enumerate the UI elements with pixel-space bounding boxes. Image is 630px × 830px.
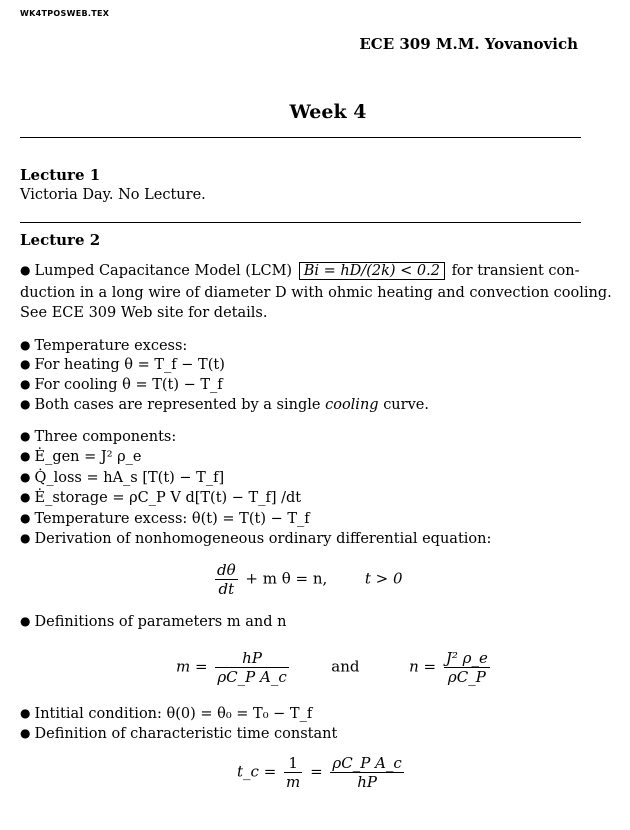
item-text: curve. <box>383 397 429 413</box>
n-fraction <box>444 649 490 686</box>
list-item-char-time <box>20 726 337 742</box>
tc-equals: = <box>310 762 323 781</box>
lecture1-title: Lecture 1 <box>20 166 101 184</box>
item-text: Q̇_loss = hA_s [T(t) − T_f] <box>34 470 225 486</box>
ode-condition: t > 0 <box>364 569 403 588</box>
tc-denominator-2: hP <box>357 773 377 791</box>
lcm-line-1 <box>20 263 579 279</box>
list-item-cooling <box>20 377 223 393</box>
parameter-equations <box>176 649 493 686</box>
list-item-e-storage <box>20 490 301 506</box>
m-denominator: ρC_P A_c <box>217 668 287 686</box>
item-text: Both cases are represented by a single <box>34 397 321 413</box>
tc-fraction-2 <box>330 754 403 791</box>
tc-fraction-1 <box>284 754 302 791</box>
item-text: For cooling θ = T(t) − T_f <box>34 377 223 393</box>
tc-numerator-1: 1 <box>284 754 302 773</box>
list-item-q-loss <box>20 470 224 486</box>
lecture2-title: Lecture 2 <box>20 231 101 249</box>
bullet-icon: ● <box>20 706 31 720</box>
bullet-icon: ● <box>20 449 31 463</box>
item-text: Temperature excess: <box>34 338 188 354</box>
list-item-both-cases <box>20 397 429 413</box>
ode-rest: + m θ = n, <box>245 569 328 588</box>
bullet-icon: ● <box>20 531 31 545</box>
list-item-temp-excess-2 <box>20 511 310 527</box>
item-emphasis: cooling <box>325 397 379 413</box>
list-item-three-components <box>20 429 176 445</box>
time-constant-equation <box>237 754 407 791</box>
list-item-heating <box>20 357 225 373</box>
bullet-icon: ● <box>20 470 31 484</box>
n-denominator: ρC_P <box>447 668 486 686</box>
m-fraction <box>215 649 288 686</box>
bullet-icon: ● <box>20 338 31 352</box>
ode-equation <box>212 561 403 598</box>
lcm-line-3: See ECE 309 Web site for details. <box>20 305 268 321</box>
course-header: ECE 309 M.M. Yovanovich <box>359 35 578 53</box>
n-numerator: J² ρ_e <box>445 649 488 667</box>
tc-lhs: t_c = <box>237 762 277 781</box>
bullet-icon: ● <box>20 397 31 411</box>
biot-condition-box: Bi = hD/(2k) < 0.2 <box>299 262 445 280</box>
bullet-icon: ● <box>20 429 31 443</box>
bullet-icon: ● <box>20 377 31 391</box>
divider-top <box>20 137 581 138</box>
m-lhs: m = <box>176 657 208 676</box>
ode-denominator: dt <box>218 580 235 598</box>
bullet-icon: ● <box>20 490 31 504</box>
item-text: For heating θ = T_f − T(t) <box>34 357 225 373</box>
item-text: Definitions of parameters m and n <box>34 614 287 630</box>
lcm-intro: Lumped Capacitance Model (LCM) <box>34 263 293 279</box>
list-item-e-gen <box>20 449 141 465</box>
bullet-icon: ● <box>20 614 31 628</box>
item-text: Three components: <box>34 429 177 445</box>
tc-numerator-2: ρC_P A_c <box>332 754 402 772</box>
divider-middle <box>20 222 581 223</box>
file-name: WK4TPOSWEB.TEX <box>20 9 110 18</box>
ode-fraction <box>215 561 238 598</box>
item-text: Ė_storage = ρC_P V d[T(t) − T_f] /dt <box>34 490 302 506</box>
bullet-icon: ● <box>20 357 31 371</box>
lcm-line-2: duction in a long wire of diameter D with ohmic heating and convection cooling. <box>20 285 612 301</box>
tc-denominator-1: m <box>286 773 301 791</box>
m-numerator: hP <box>215 649 288 668</box>
item-text: Definition of characteristic time constant <box>34 726 338 742</box>
page-title: Week 4 <box>289 101 367 123</box>
bullet-icon: ● <box>20 726 31 740</box>
list-item-derivation <box>20 531 491 547</box>
item-text: Derivation of nonhomogeneous ordinary differential equation: <box>34 531 492 547</box>
n-lhs: n = <box>409 657 437 676</box>
and-word: and <box>331 657 360 676</box>
ode-numerator: dθ <box>217 561 236 579</box>
item-text: Intitial condition: θ(0) = θ₀ = T₀ − T_f <box>34 706 313 722</box>
lcm-after: for transient con- <box>451 263 580 279</box>
bullet-icon: ● <box>20 263 31 277</box>
bullet-icon: ● <box>20 511 31 525</box>
lecture1-text: Victoria Day. No Lecture. <box>20 187 206 203</box>
list-item-initial-condition <box>20 706 312 722</box>
list-item-definitions <box>20 614 286 630</box>
list-item-temp-excess <box>20 338 187 354</box>
item-text: Temperature excess: θ(t) = T(t) − T_f <box>34 511 310 527</box>
item-text: Ė_gen = J² ρ_e <box>34 449 142 465</box>
